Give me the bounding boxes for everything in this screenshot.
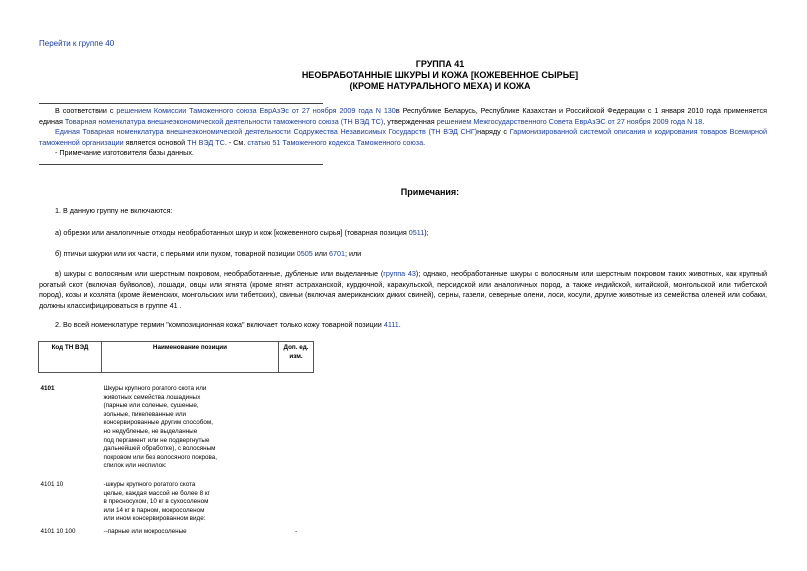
note-1: 1. В данную группу не включаются:	[55, 206, 173, 215]
tariff-table	[38, 341, 314, 537]
row-unit	[279, 385, 314, 471]
preamble-text: , утвержденная	[383, 116, 437, 126]
preamble-text: в Республике Беларусь, Республике Казахстан и Российской Федерации с 1 января 2010 года применяется единая	[39, 106, 767, 126]
row-name: -шкуры крупного рогатого скота целые, каждая массой не более 8 кг в пресносухом, 10 кг в сухосоленом или 14 кг в парном, мокросоленом или ином консервированном виде:	[103, 480, 210, 523]
table-spacer-row	[39, 373, 314, 386]
database-note: - Примечание изготовителя базы данных.	[55, 148, 194, 157]
customs-commission-decision-link[interactable]: решением Комиссии Таможенного союза ЕврАзЭс от 27 ноября 2009 года N 130	[116, 106, 396, 115]
group-subtitle-line1: НЕОБРАБОТАННЫЕ ШКУРЫ И КОЖА [КОЖЕВЕННОЕ СЫРЬЕ]	[301, 70, 579, 80]
tn-ved-ts-link[interactable]: Товарная номенклатура внешнеэкономической деятельности таможенного союза (ТН ВЭД ТС)	[64, 116, 384, 126]
table-spacer-row	[39, 471, 314, 481]
preamble-text: .	[702, 116, 705, 126]
tn-ved-sng-link[interactable]: Единая Товарная номенклатура внешнеэкономической деятельности Содружества Независимых Государств (ТН ВЭД СНГ)	[55, 127, 478, 136]
preamble-divider-bottom	[39, 164, 323, 165]
back-to-group-40-link[interactable]: Перейти к группе 40	[39, 39, 115, 48]
preamble-paragraph-2	[39, 127, 767, 148]
group-title: ГРУППА 41	[415, 59, 465, 69]
note-text: );	[424, 228, 429, 237]
name-column-header: Наименование позиции	[102, 342, 279, 373]
row-name: Шкуры крупного рогатого скота или животных семейства лошадиных (парные или соленые, сушеные, зольные, пикелеванные или консервированные другим способом, но недубленые, не выделанные под пергамент или не подвергнутые дальнейшей обработке), с волосяным покровом или без волосяного покрова, спилок или неспилок:	[103, 385, 218, 470]
unit-column-header: Доп. ед. изм.	[279, 342, 314, 373]
preamble-text: .	[423, 137, 426, 147]
note-text: б) птичьи шкурки или их части, с перьями или пухом, товарной позиции	[55, 249, 297, 258]
table-row	[39, 481, 314, 524]
row-unit	[279, 481, 314, 524]
note-text: .	[398, 320, 401, 329]
group-43-link[interactable]: группа 43	[383, 269, 416, 278]
heading-4111-link[interactable]: 4111	[383, 320, 399, 329]
table-row	[39, 385, 314, 471]
table-header-row	[39, 342, 314, 373]
preamble-text: является основой	[123, 137, 188, 147]
preamble-text: В соответствии с	[55, 106, 117, 115]
note-text: ; или	[344, 249, 362, 258]
table-row	[39, 528, 314, 537]
preamble-text: . - См.	[224, 137, 248, 147]
preamble-text: наряду с	[477, 127, 510, 136]
row-code: 4101 10 100	[40, 527, 76, 535]
customs-code-article-51-link[interactable]: статью 51 Таможенного кодекса Таможенного союза	[247, 137, 424, 147]
note-1a	[39, 228, 783, 239]
note-1c	[39, 269, 767, 311]
heading-6701-link[interactable]: 6701	[328, 249, 345, 258]
note-text: в) шкуры с волосяным или шерстным покровом, необработанные, дубленые или выделанные (	[55, 269, 384, 278]
row-code: 4101	[40, 385, 55, 392]
heading-0505-link[interactable]: 0505	[296, 249, 313, 258]
heading-0511-link[interactable]: 0511	[408, 228, 425, 237]
notes-heading: Примечания:	[400, 187, 460, 197]
note-text: а) обрезки или аналогичные отходы необработанных шкур и кож [кожевенного сырья] (товарная позиция	[55, 228, 409, 237]
harmonized-system-link[interactable]: Гармонизированной системой описания и кодирования товаров Всемирной таможенной организации	[39, 127, 767, 147]
preamble-paragraph-1	[39, 106, 767, 127]
note-2	[39, 320, 783, 331]
row-code: 4101 10	[40, 480, 64, 488]
note-text: ); однако, необработанные шкуры с волосяным или шерстным покровом таких животных, как крупный рогатый скот (включая буйволов), лошади, овцы или ягнята (кроме ягнят астраханской, курдючной, каракульской, персидской или аналогичных пород, а также индийской, китайской, монгольской или тибетской пород), козы и козлята (кроме йеменских, монгольских или тибетских), свиньи (включая американских диких свиней), серны, газели, северные олени, лоси, косули, другие животные из семейства оленей или собаки, должны классифицироваться в группе 41 .	[39, 269, 768, 310]
code-column-header: Код ТН ВЭД	[39, 342, 102, 373]
preamble-divider-top	[39, 103, 323, 104]
tn-ved-ts-link-2[interactable]: ТН ВЭД ТС	[187, 137, 225, 147]
row-unit: -	[294, 527, 298, 535]
interstate-council-decision-link[interactable]: решением Межгосударственного Совета ЕврАзЭС от 27 ноября 2009 года N 18	[436, 116, 703, 126]
note-text: или	[312, 249, 329, 258]
note-1b	[39, 249, 783, 260]
row-name: --парные или мокросоленые	[103, 527, 187, 535]
group-subtitle-line2: (КРОМЕ НАТУРАЛЬНОГО МЕХА) И КОЖА	[349, 81, 531, 91]
note-text: 2. Во всей номенклатуре термин "композиционная кожа" включает только кожу товарной позиции	[55, 320, 384, 329]
